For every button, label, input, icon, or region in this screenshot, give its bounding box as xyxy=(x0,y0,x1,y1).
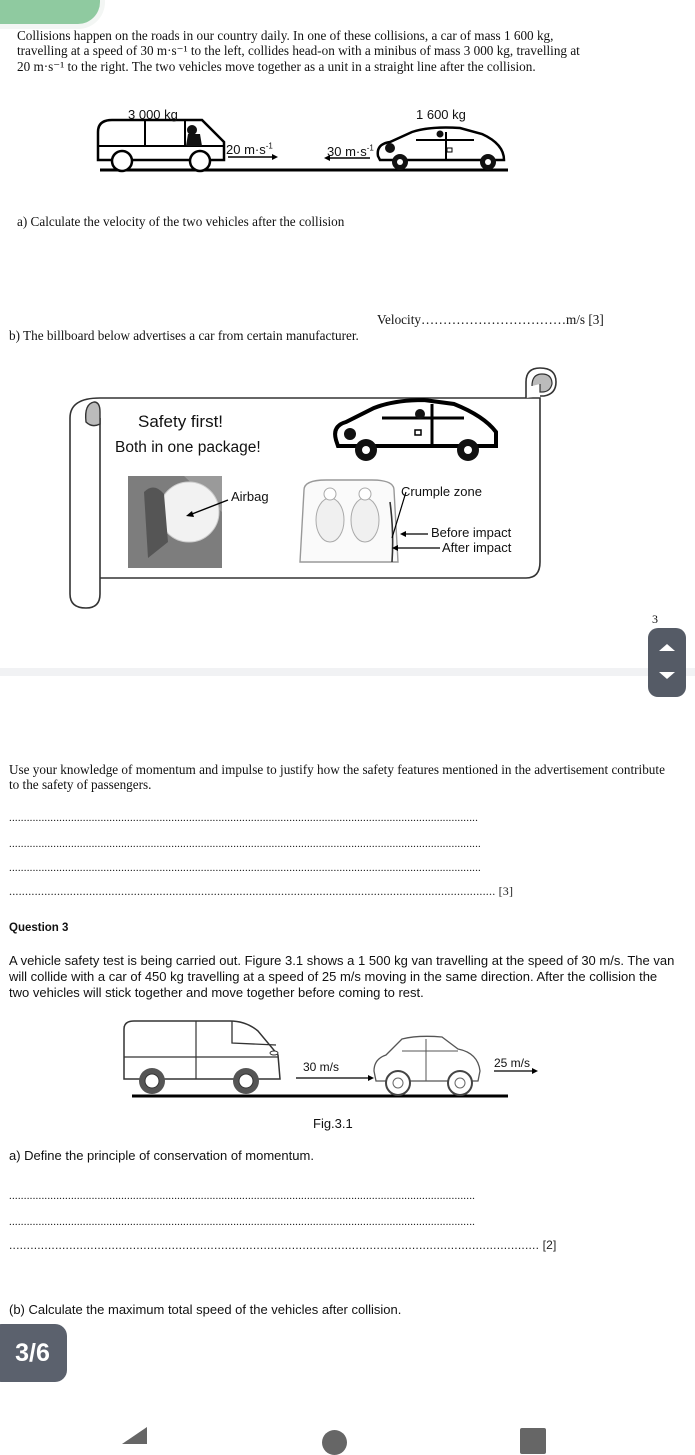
question3-title: Question 3 xyxy=(9,922,69,934)
question3-text: A vehicle safety test is being carried out. Figure 3.1 shows a 1 500 kg van travelling at the speed of 30 m/s. The van will collide with a car of 450 kg travelling at a speed of 25 m/s moving in the same direction. After the collision the two vehicles will stick together and move together before coming to rest. xyxy=(9,953,675,1000)
question3-b: (b) Calculate the maximum total speed of the vehicles after collision. xyxy=(9,1302,402,1317)
answer-line[interactable]: .............................................................................................................................................................. xyxy=(9,1216,476,1228)
question-b: b) The billboard below advertises a car from certain manufacturer. xyxy=(9,328,359,343)
van-car-diagram xyxy=(118,1015,548,1103)
question-a: a) Calculate the velocity of the two vehicles after the collision xyxy=(17,214,345,229)
car-speed-label-2: 25 m/s xyxy=(494,1056,531,1070)
answer-line-marks[interactable]: ........................................................................................................................................................ [3] xyxy=(9,884,514,898)
billboard-subheadline: Both in one package! xyxy=(115,439,261,456)
billboard-headline: Safety first! xyxy=(138,412,224,431)
velocity-answer-line: Velocity……………………………m/s [3] xyxy=(377,312,604,327)
answer-line[interactable]: ............................................................................................................................................................... xyxy=(9,812,479,824)
figure-3-1 xyxy=(118,1015,548,1103)
answer-line-marks[interactable]: ...................................................................................................................................................... [2] xyxy=(9,1238,557,1252)
answer-line[interactable]: .............................................................................................................................................................. xyxy=(9,1190,476,1202)
page-indicator: 3/6 xyxy=(0,1324,67,1382)
minibus-speed-value: 20 m·s xyxy=(226,142,266,157)
question3-a: a) Define the principle of conservation of momentum. xyxy=(9,1148,314,1163)
car-speed-value: 30 m·s xyxy=(327,144,367,159)
car-mass-label: 1 600 kg xyxy=(416,107,466,122)
page-number: 3 xyxy=(652,612,658,626)
scroll-banner-icon xyxy=(64,362,564,612)
car-speed-label xyxy=(327,144,374,159)
van-speed-label: 30 m/s xyxy=(303,1060,340,1074)
answer-line[interactable]: ................................................................................................................................................................ xyxy=(9,862,481,874)
minibus-speed-label xyxy=(226,142,273,157)
scroll-up-icon[interactable] xyxy=(659,644,675,651)
before-impact-label: Before impact xyxy=(431,525,512,540)
justify-question: Use your knowledge of momentum and impulse to justify how the safety features mentioned in the advertisement contribute to the safety of passengers. xyxy=(9,762,665,793)
home-icon[interactable] xyxy=(322,1430,347,1455)
airbag-label: Airbag xyxy=(231,489,269,504)
intro-paragraph: Collisions happen on the roads in our country daily. In one of these collisions, a car of mass 1 600 kg, travelling at a speed of 30 m·s⁻¹ to the left, collides head-on with a minibus of mass 3 000 kg, travelling at 20 m·s⁻¹ to the right. The two vehicles move together as a unit in a straight line after the collision. xyxy=(17,28,580,74)
answer-line[interactable]: ................................................................................................................................................................ xyxy=(9,838,481,850)
page-scroller[interactable] xyxy=(648,628,686,697)
scroll-down-icon[interactable] xyxy=(659,672,675,679)
figure-caption: Fig.3.1 xyxy=(313,1116,353,1131)
collision-figure xyxy=(90,104,520,176)
minibus-mass-label: 3 000 kg xyxy=(128,107,178,122)
page-separator xyxy=(0,668,695,676)
minibus-speed-exp: -1 xyxy=(265,141,273,151)
app-accent-tab[interactable] xyxy=(0,0,100,24)
crumple-zone-label: Crumple zone xyxy=(401,484,482,499)
after-impact-label: After impact xyxy=(442,540,512,555)
back-icon[interactable] xyxy=(122,1427,147,1444)
billboard-figure xyxy=(64,362,564,612)
car-speed-exp: -1 xyxy=(366,143,374,153)
recents-icon[interactable] xyxy=(520,1428,546,1454)
